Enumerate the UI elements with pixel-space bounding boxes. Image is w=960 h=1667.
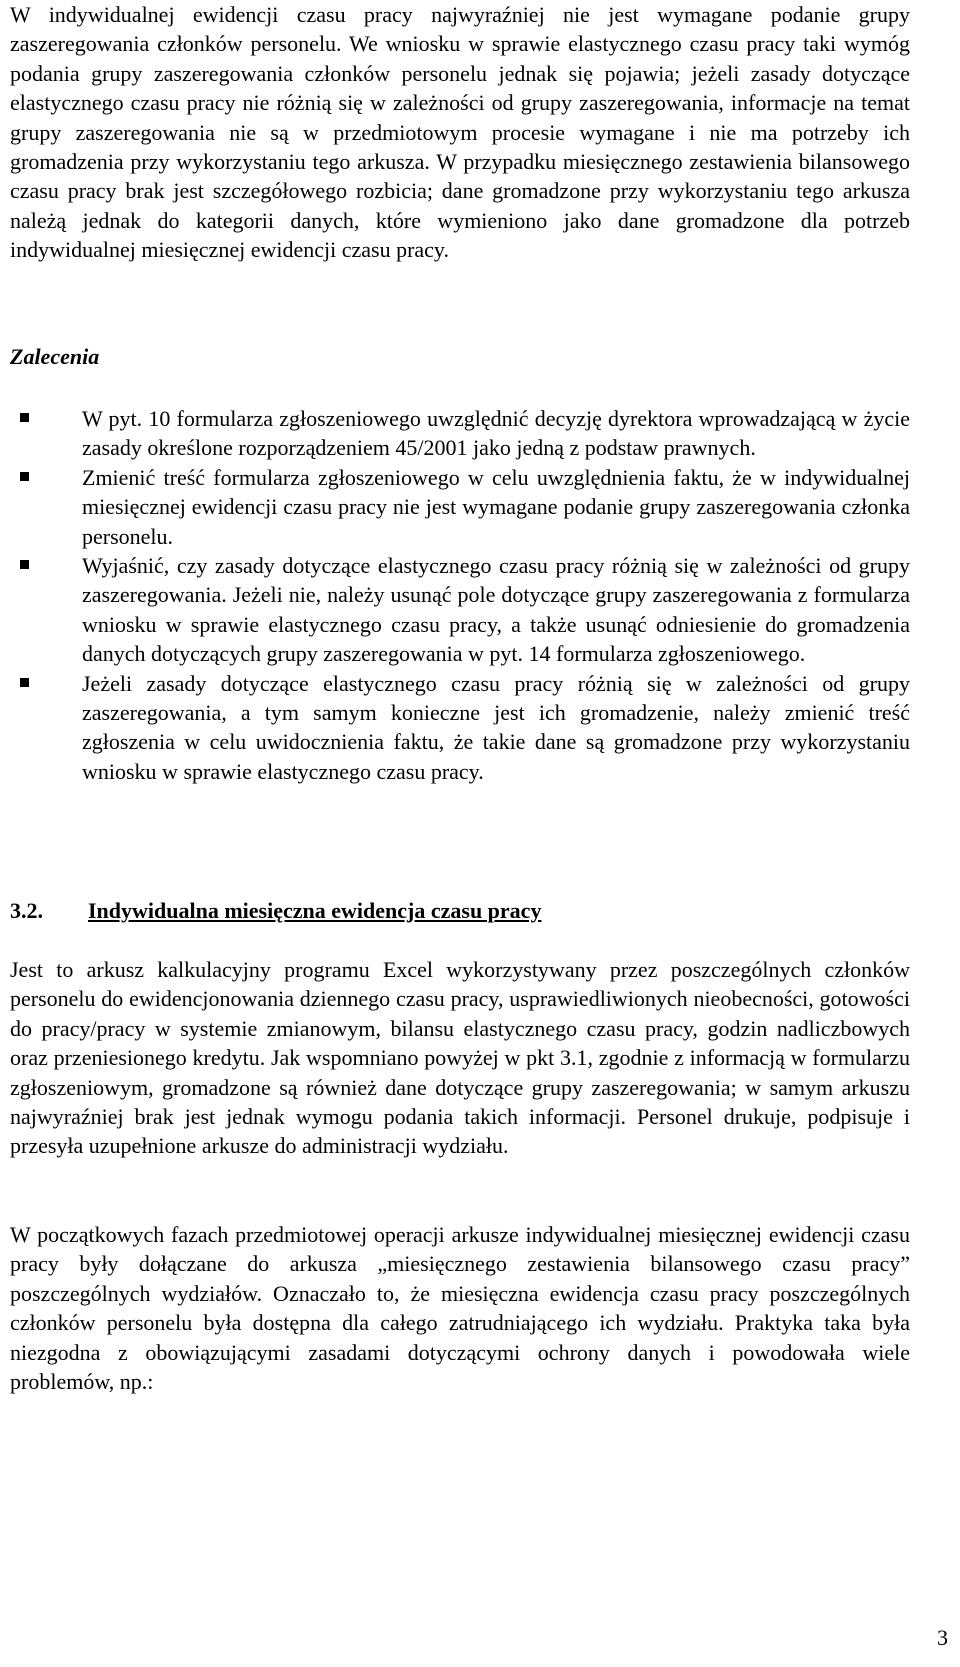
section-heading (10, 898, 541, 924)
recommendations-list (10, 404, 910, 786)
list-item (10, 404, 910, 463)
list-item (10, 551, 910, 669)
list-item-text: Zmienić treść formularza zgłoszeniowego w celu uwzględnienia faktu, że w indywidualnej miesięcznej ewidencji czasu pracy nie jest wymagane podanie grupy zaszeregowania członka personelu. (82, 464, 910, 549)
list-item-text: W pyt. 10 formularza zgłoszeniowego uwzględnić decyzję dyrektora wprowadzającą w życie zasady określone rozporządzeniem 45/2001 jako jedną z podstaw prawnych. (82, 406, 910, 461)
intro-paragraph: W indywidualnej ewidencji czasu pracy najwyraźniej nie jest wymagane podanie grupy zaszeregowania członków personelu. We wniosku w sprawie elastycznego czasu pracy taki wymóg podania grupy zaszeregowania członków personelu jednak się pojawia; jeżeli zasady dotyczące elastycznego czasu pracy nie różnią się w zależności od grupy zaszeregowania, informacje na temat grupy zaszeregowania nie są w przedmiotowym procesie wymagane i nie ma potrzeby ich gromadzenia przy wykorzystaniu tego arkusza. W przypadku miesięcznego zestawienia bilansowego czasu pracy brak jest szczegółowego rozbicia; dane gromadzone przy wykorzystaniu tego arkusza należą jednak do kategorii danych, które wymieniono jako dane gromadzone dla potrzeb indywidualnej miesięcznej ewidencji czasu pracy. (10, 2, 910, 263)
list-item-text: Jeżeli zasady dotyczące elastycznego czasu pracy różnią się w zależności od grupy zaszeregowania, a tym samym konieczne jest ich gromadzenie, należy zmienić treść zgłoszenia w celu uwidocznienia faktu, że takie dane są gromadzone przy wykorzystaniu wniosku w sprawie elastycznego czasu pracy. (82, 670, 910, 784)
page-number: 3 (937, 1625, 948, 1650)
square-bullet-icon (20, 472, 29, 481)
section-paragraph: W początkowych fazach przedmiotowej operacji arkusze indywidualnej miesięcznej ewidencji czasu pracy były dołączane do arkusza „miesięcznego zestawienia bilansowego czasu pracy” poszczególnych wydziałów. Oznaczało to, że miesięczna ewidencja czasu pracy poszczególnych członków personelu była dostępna dla całego zatrudniającego ich wydziału. Praktyka taka była niezgodna z obowiązującymi zasadami dotyczącymi ochrony danych i powodowała wiele problemów, np.: (10, 1222, 910, 1395)
section-number: 3.2. (10, 898, 43, 923)
recommendations-heading: Zalecenia (10, 344, 100, 369)
section-title: Indywidualna miesięczna ewidencja czasu pracy (88, 898, 542, 923)
list-item (10, 669, 910, 787)
square-bullet-icon (20, 413, 29, 422)
square-bullet-icon (20, 678, 29, 687)
list-item (10, 463, 910, 551)
list-item-text: Wyjaśnić, czy zasady dotyczące elastycznego czasu pracy różnią się w zależności od grupy zaszeregowania. Jeżeli nie, należy usunąć pole dotyczące grupy zaszeregowania z formularza wniosku w sprawie elastycznego czasu pracy, a także usunąć odniesienie do gromadzenia danych dotyczących grupy zaszeregowania w pyt. 14 formularza zgłoszeniowego. (82, 553, 910, 667)
square-bullet-icon (20, 560, 29, 569)
section-paragraph: Jest to arkusz kalkulacyjny programu Excel wykorzystywany przez poszczególnych członków personelu do ewidencjonowania dziennego czasu pracy, usprawiedliwionych nieobecności, gotowości do pracy/pracy w systemie zmianowym, bilansu elastycznego czasu pracy, godzin nadliczbowych oraz przeniesionego kredytu. Jak wspomniano powyżej w pkt 3.1, zgodnie z informacją w formularzu zgłoszeniowym, gromadzone są również dane dotyczące grupy zaszeregowania; w samym arkuszu najwyraźniej brak jest jednak wymogu podania takich informacji. Personel drukuje, podpisuje i przesyła uzupełnione arkusze do administracji wydziału. (10, 957, 910, 1159)
